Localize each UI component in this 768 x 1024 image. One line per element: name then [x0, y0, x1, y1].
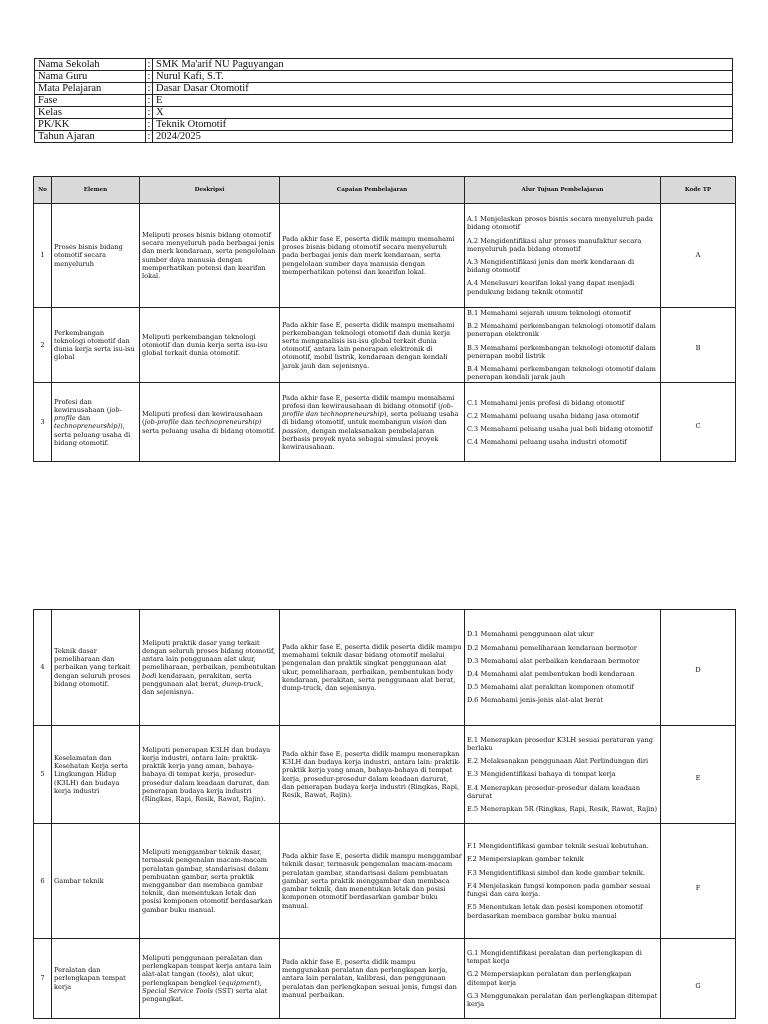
atp-item: C.4 Memahami peluang usaha industri otomotif: [467, 438, 627, 447]
cell-elemen: Perkembangan teknologi otomotif dan dunia kerja serta isu-isu global: [52, 308, 140, 383]
info-value: Teknik Otomotif: [153, 119, 733, 131]
text-run: Profesi dan kewirausahaan (: [54, 397, 110, 415]
cell-atp: [465, 939, 661, 1019]
table-row: [34, 610, 736, 726]
cell-atp: [465, 824, 661, 939]
text-run-italic: Special Service Tools: [142, 986, 213, 995]
text-run-italic: passion: [282, 426, 308, 435]
atp-item: B.3 Memahami perkembangan teknologi otomotif dalam penerapan mobil listrik: [467, 343, 656, 360]
text-run-italic: job-profile: [144, 418, 179, 427]
cell-elemen: Peralatan dan perlengkapan tempat kerja: [52, 939, 140, 1019]
cell-capaian: Pada akhir fase E, peserta didik mampu memahami proses bisnis bidang otomotif secara menyeluruh pada berbagai jenis dan merk kendaraan, serta pengelolaan sumber daya manusia dengan memperhatikan potensi dan kearifan lokal.: [280, 204, 465, 308]
col-header-elemen: Elemen: [52, 177, 140, 204]
atp-item: C.3 Memahami peluang usaha jual beli bidang otomotif: [467, 424, 653, 433]
learning-objectives-table-continued: [33, 609, 736, 1019]
info-value: SMK Ma'arif NU Paguyangan: [153, 59, 733, 71]
atp-item: B.4 Memahami perkembangan teknologi otomotif dalam penerapan kendali jarak jauh: [467, 365, 656, 382]
text-run: Meliputi profesi dan kewirausahaan (: [142, 410, 263, 427]
atp-item: E.2 Melaksanakan penggunaan Alat Perlindungan diri: [467, 757, 649, 766]
atp-item: B.1 Memahami sejarah umum teknologi otomotif: [467, 309, 631, 317]
col-header-capaian: Capaian Pembelajaran: [280, 177, 465, 204]
atp-item: F.1 Mengidentifikasi gambar teknik sesuai kebutuhan.: [467, 842, 649, 851]
text-run: , dan sejenisnya.: [142, 679, 264, 696]
cell-kode: G: [661, 939, 736, 1019]
table-row: [34, 726, 736, 824]
atp-item: D.1 Memahami penggunaan alat ukur: [467, 630, 594, 639]
text-run: (SST) serta alat pengangkat.: [142, 986, 268, 1003]
atp-item: E.1 Menerapkan prosedur K3LH sesuai peraturan yang berlaku: [467, 735, 653, 752]
table-row: [34, 204, 736, 308]
atp-item: G.3 Menggunakan peralatan dan perlengkapan ditempat kerja: [467, 991, 658, 1008]
info-separator: :: [146, 119, 153, 131]
cell-deskripsi: [140, 939, 280, 1019]
text-run-italic: vision: [412, 418, 433, 427]
school-info-table: [34, 58, 733, 143]
atp-item: E.4 Menerapkan prosedur-prosedur dalam keadaan darurat: [467, 783, 641, 800]
text-run: kendaraan, perakitan, serta penggunaan alat berat,: [142, 671, 252, 688]
atp-item: B.2 Memahami perkembangan teknologi otomotif dalam penerapan elektronik: [467, 322, 656, 339]
text-run: dan: [75, 414, 91, 423]
table-row: [34, 383, 736, 462]
cell-kode: C: [661, 383, 736, 462]
info-row: [35, 95, 733, 107]
text-run-italic: dump-truck: [222, 679, 262, 688]
cell-no: 2: [34, 308, 52, 383]
info-row: [35, 59, 733, 71]
cell-atp: [465, 726, 661, 824]
info-value: Dasar Dasar Otomotif: [153, 83, 733, 95]
info-value: 2024/2025: [153, 131, 733, 143]
info-separator: :: [146, 59, 153, 71]
cell-no: 4: [34, 610, 52, 726]
text-run: Meliputi praktik dasar yang terkait dengan seluruh proses bidang otomotif, antara lain penggunaan alat ukur, pemeliharaan, perbaikan, pembentukan: [142, 638, 276, 672]
atp-item: E.3 Mengidentifikasi bahaya di tempat kerja: [467, 770, 616, 779]
cell-elemen: [52, 383, 140, 462]
atp-item: D.6 Memahami jenis-jenis alat-alat berat: [467, 696, 604, 705]
col-header-no: No: [34, 177, 52, 204]
text-run: ), alat ukur, perlengkapan bengkel (: [142, 970, 255, 987]
info-label: Fase: [35, 95, 146, 107]
info-separator: :: [146, 71, 153, 83]
atp-item: F.4 Menjelaskan fungsi komponen pada gambar sesuai fungsi dan cara kerja.: [467, 881, 651, 899]
cell-capaian: Pada akhir fase E, peserta didik mampu memahami perkembangan teknologi otomotif dan dunia kerja serta menganalisis isu-isu global terkait dunia otomotif, antara lain penerapan elektronik di otomotif, mobil listrik, kendaraan dengan kendali jarak jauh dan sejenisnya.: [280, 308, 465, 383]
cell-no: 1: [34, 204, 52, 308]
atp-item: D.4 Memahami alat pembentukan bodi kendaraan: [467, 670, 635, 678]
atp-item: A.3 Mengidentifikasi jenis dan merk kendaraan di bidang otomotif: [467, 258, 635, 275]
cell-capaian: [280, 383, 465, 462]
cell-kode: A: [661, 204, 736, 308]
info-separator: :: [146, 131, 153, 143]
info-label: PK/KK: [35, 119, 146, 131]
learning-objectives-table: [33, 176, 736, 462]
text-run: , dengan melaksanakan pembelajaran berbasis proyek nyata sebagai simulasi proyek kewirausahaan.: [282, 426, 439, 451]
info-separator: :: [146, 107, 153, 119]
table-row: [34, 939, 736, 1019]
text-run-italic: job-profile dan technopreneurship: [282, 401, 454, 419]
info-row: [35, 131, 733, 143]
info-separator: :: [146, 95, 153, 107]
text-run-italic: job-profile: [54, 406, 122, 423]
text-run: Pada akhir fase E, peserta didik mampu memahami profesi dan kewirausahaan di bidang otomotif (: [282, 393, 455, 410]
info-label: Kelas: [35, 107, 146, 119]
col-header-kode-tp: Kode TP: [661, 177, 736, 204]
atp-item: D.5 Memahami alat perakitan komponen otomotif: [467, 683, 634, 692]
cell-deskripsi: Meliputi proses bisnis bidang otomotif secara menyeluruh pada berbagai jenis dan merk kendaraan, serta pengelolaan sumber daya manusia dengan memperhatikan potensi dan kearifan lokal.: [140, 204, 280, 308]
text-run-italic: technopreneurship): [195, 418, 262, 427]
cell-capaian: Pada akhir fase E, peserta didik peserta didik mampu memahami teknik dasar bidang otomotif melalui pengenalan dan praktik singkat penggunaan alat ukur, pemeliharaan, perbaikan, pembentukan body kendaraan, perakitan, serta penggunaan alat berat, dump-truck, dan sejenisnya.: [280, 610, 465, 726]
atp-item: C.1 Memahami jenis profesi di bidang otomotif: [467, 398, 625, 407]
atp-item: F.3 Mengidentifikasi simbol dan kode gambar teknik.: [467, 868, 645, 877]
info-row: [35, 107, 733, 119]
cell-elemen: Teknik dasar pemeliharaan dan perbaikan yang terkait dengan seluruh proses bidang otomotif.: [52, 610, 140, 726]
text-run: serta peluang usaha di bidang otomotif.: [142, 426, 276, 435]
cell-no: 5: [34, 726, 52, 824]
cell-deskripsi: [140, 383, 280, 462]
info-separator: :: [146, 83, 153, 95]
cell-kode: D: [661, 610, 736, 726]
text-run: dan: [178, 418, 196, 427]
info-row: [35, 71, 733, 83]
cell-no: 3: [34, 383, 52, 462]
table-row: [34, 824, 736, 939]
cell-no: 7: [34, 939, 52, 1019]
text-run-italic: equipment: [221, 978, 258, 987]
atp-item: A.4 Menelusuri kearifan lokal yang dapat menjadi pendukung bidang teknik otomotif: [467, 279, 635, 296]
cell-elemen: Proses bisnis bidang otomotif secara menyeluruh: [52, 204, 140, 308]
table-header-row: [34, 177, 736, 204]
atp-item: D.3 Memahami alat perbaikan kendaraan bermotor: [467, 656, 640, 665]
cell-deskripsi: Meliputi penerapan K3LH dan budaya kerja industri, antara lain: praktik-praktik kerja yang aman, bahaya-bahaya di tempat kerja, prosedur-prosedur dalam keadaan darurat, dan penerapan budaya kerja industri (Ringkas, Rapi, Resik, Rawat, Rajin).: [140, 726, 280, 824]
cell-capaian: Pada akhir fase E, peserta didik mampu menggunakan peralatan dan perlengkapan kerja, antara lain peralatan, kalibrasi, dan penggunaan peralatan dan perlengkapan sesuai jenis, fungsi dan manual perbaikan.: [280, 939, 465, 1019]
info-label: Nama Guru: [35, 71, 146, 83]
table-row: [34, 308, 736, 383]
cell-kode: E: [661, 726, 736, 824]
atp-item: C.2 Memahami peluang usaha bidang jasa otomotif: [467, 411, 639, 420]
info-row: [35, 119, 733, 131]
cell-atp: [465, 204, 661, 308]
atp-item: G.2 Mempersiapkan peralatan dan perlengkapan ditempat kerja: [467, 970, 632, 987]
atp-item: F.5 Menentukan letak dan posisi komponen otomotif berdasarkan membaca gambar buku manual: [467, 903, 643, 920]
atp-item: A.2 Mengidentifikasi alur proses manufaktur secara menyeluruh pada bidang otomotif: [467, 236, 642, 253]
cell-atp: [465, 383, 661, 462]
info-label: Mata Pelajaran: [35, 83, 146, 95]
cell-atp: [465, 308, 661, 383]
atp-item: F.2 Mempersiapkan gambar teknik: [467, 855, 584, 864]
cell-deskripsi: Meliputi menggambar teknik dasar, termasuk pengenalan macam-macam peralatan gambar, standarisasi dalam pembuatan gambar, serta praktik menggambar dan membaca gambar teknik, dan menentukan letak dan posisi komponen otomotif berdasarkan gambar buku manual.: [140, 824, 280, 939]
text-run-italic: bodi: [142, 671, 157, 680]
text-run: ),: [257, 978, 262, 987]
atp-item: A.1 Menjelaskan proses bisnis secara menyeluruh pada bidang otomotif: [467, 215, 653, 232]
text-run: Meliputi penggunaan peralatan dan perlengkapan tempat kerja antara lain alat-alat tangan (: [142, 953, 272, 979]
text-run-italic: tools: [199, 970, 216, 979]
cell-atp: [465, 610, 661, 726]
text-run: ), serta peluang usaha di bidang otomotif, untuk membangun: [282, 410, 459, 427]
cell-no: 6: [34, 824, 52, 939]
text-run-italic: technopreneurship): [54, 422, 121, 431]
col-header-alur-tujuan: Alur Tujuan Pembelajaran: [465, 177, 661, 204]
cell-capaian: Pada akhir fase E, peserta didik mampu menggambar teknik dasar, termasuk pengenalan macam-macam peralatan gambar, standarisasi dalam pembuatan gambar, serta praktik menggambar dan membaca gambar teknik, dan menentukan letak dan posisi komponen otomotif berdasarkan gambar buku manual.: [280, 824, 465, 939]
cell-elemen: Keselamatan dan Kesehatan Kerja serta Lingkungan Hidup (K3LH) dan budaya kerja industri: [52, 726, 140, 824]
col-header-deskripsi: Deskripsi: [140, 177, 280, 204]
cell-capaian: Pada akhir fase E, peserta didik mampu menerapkan K3LH dan budaya kerja industri, antara lain: praktik-praktik kerja yang aman, bahaya-bahaya di tempat kerja, prosedur-prosedur dalam keadaan darurat, dan penerapan budaya kerja industri (Ringkas, Rapi, Resik, Rawat, Rajin).: [280, 726, 465, 824]
info-label: Tahun Ajaran: [35, 131, 146, 143]
atp-item: E.5 Menerapkan 5R (Ringkas, Rapi, Resik, Rawat, Rajin): [467, 805, 658, 813]
cell-deskripsi: Meliputi perkembangan teknologi otomotif dan dunia kerja serta isu-isu global terkait dunia otomotif.: [140, 308, 280, 383]
text-run: dan: [432, 418, 447, 427]
info-row: [35, 83, 733, 95]
atp-item: G.1 Mengidentifikasi peralatan dan perlengkapan di tempat kerja: [467, 948, 642, 966]
info-value: X: [153, 107, 733, 119]
atp-item: D.2 Memahami pemeliharaan kendaraan bermotor: [467, 643, 637, 652]
cell-kode: B: [661, 308, 736, 383]
info-label: Nama Sekolah: [35, 59, 146, 71]
info-value: Nurul Kafi, S.T.: [153, 71, 733, 83]
cell-elemen: Gambar teknik: [52, 824, 140, 939]
text-run: ), serta peluang usaha di bidang otomotif.: [54, 422, 131, 447]
cell-deskripsi: [140, 610, 280, 726]
cell-kode: F: [661, 824, 736, 939]
info-value: E: [153, 95, 733, 107]
